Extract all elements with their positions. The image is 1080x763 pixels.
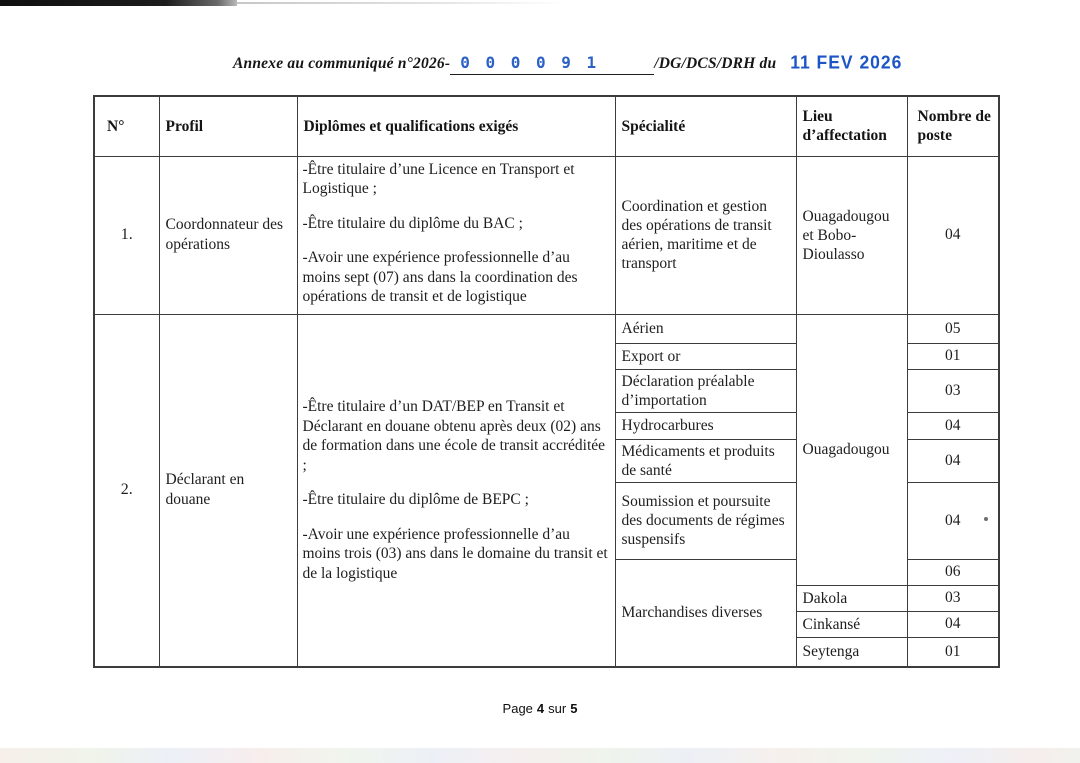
row1-diplomes (297, 156, 615, 314)
title-prefix: Annexe au communiqué n°2026- (233, 55, 451, 72)
date-stamp: 11 FEV 2026 (790, 51, 903, 73)
row1-profil: Coordonnateur des opérations (159, 156, 297, 314)
row2-num: 2. (94, 314, 159, 667)
row1-nombre: 04 (907, 156, 999, 314)
footer-page-number: 4 (536, 701, 545, 716)
subrow-specialite: Déclaration préalable d’importation (615, 369, 796, 412)
subrow-specialite: Aérien (615, 314, 796, 343)
table-header-row (94, 96, 999, 156)
footer-total-pages: 5 (570, 701, 578, 716)
col-header-diplomes: Diplômes et qualifications exigés (297, 96, 615, 156)
scan-artifact-dot (984, 517, 988, 521)
row2-lieu-merged: Ouagadougou (796, 314, 907, 585)
subrow-nombre: 05 (907, 314, 999, 343)
diplomes-item: -Être titulaire du diplôme du BAC ; (302, 214, 523, 232)
subrow-specialite: Hydrocarbures (615, 412, 796, 439)
row1-lieu: Ouagadougou et Bobo-Dioulasso (796, 156, 907, 314)
scan-artifact-bottom-band (0, 748, 1080, 763)
subrow-lieu: Cinkansé (796, 611, 907, 637)
subrow-lieu: Seytenga (796, 637, 907, 667)
footer-separator: sur (548, 701, 567, 716)
page-footer (0, 701, 1080, 716)
diplomes-item: -Être titulaire d’un DAT/BEP en Transit et Déclarant en douane obtenu après deux (02) ans de formation dans une école de transit accréditée ; (302, 398, 606, 474)
document-title (233, 52, 902, 75)
table-row-1 (94, 156, 999, 314)
col-header-lieu: Lieu d’affectation (796, 96, 907, 156)
stamp-number-field (450, 53, 654, 75)
subrow-nombre: 04 (907, 412, 999, 439)
subrow-lieu: Dakola (796, 585, 907, 611)
subrow-specialite: Soumission et poursuite des documents de régimes suspensifs (615, 482, 796, 559)
title-suffix: /DG/DCS/DRH du (654, 55, 777, 72)
subrow-nombre: 04 (907, 482, 999, 559)
row1-num: 1. (94, 156, 159, 314)
table-row-2-sub-1 (94, 314, 999, 343)
diplomes-item: -Être titulaire d’une Licence en Transport et Logistique ; (302, 160, 575, 197)
subrow-nombre: 04 (907, 611, 999, 637)
footer-label: Page (502, 701, 533, 716)
row2-diplomes (297, 314, 615, 667)
col-header-specialite: Spécialité (615, 96, 796, 156)
recruitment-table (93, 95, 1000, 668)
subrow-specialite: Médicaments et produits de santé (615, 439, 796, 482)
scan-artifact-top-line (237, 2, 567, 4)
subrow-specialite: Export or (615, 343, 796, 369)
row2-profil: Déclarant en douane (159, 314, 297, 667)
col-header-nombre: Nombre de poste (907, 96, 999, 156)
diplomes-item: -Être titulaire du diplôme de BEPC ; (302, 491, 529, 509)
subrow-nombre: 06 (907, 559, 999, 585)
diplomes-item: -Avoir une expérience professionnelle d’au moins sept (07) ans dans la coordination des opérations de transit et de logistique (302, 249, 578, 305)
subrow-nombre: 03 (907, 369, 999, 412)
col-header-num: N° (94, 96, 159, 156)
row1-specialite: Coordination et gestion des opérations de transit aérien, maritime et de transport (615, 156, 796, 314)
diplomes-item: -Avoir une expérience professionnelle d’au moins trois (03) ans dans le domaine du transit et de la logistique (302, 525, 608, 582)
scan-artifact-top-bar (0, 0, 237, 6)
stamp-number: 0 0 0 0 9 1 (460, 53, 600, 72)
subrow-nombre: 01 (907, 637, 999, 667)
subrow-nombre: 03 (907, 585, 999, 611)
row2-specialite-merged: Marchandises diverses (615, 559, 796, 667)
col-header-profil: Profil (159, 96, 297, 156)
subrow-nombre: 04 (907, 439, 999, 482)
subrow-nombre: 01 (907, 343, 999, 369)
